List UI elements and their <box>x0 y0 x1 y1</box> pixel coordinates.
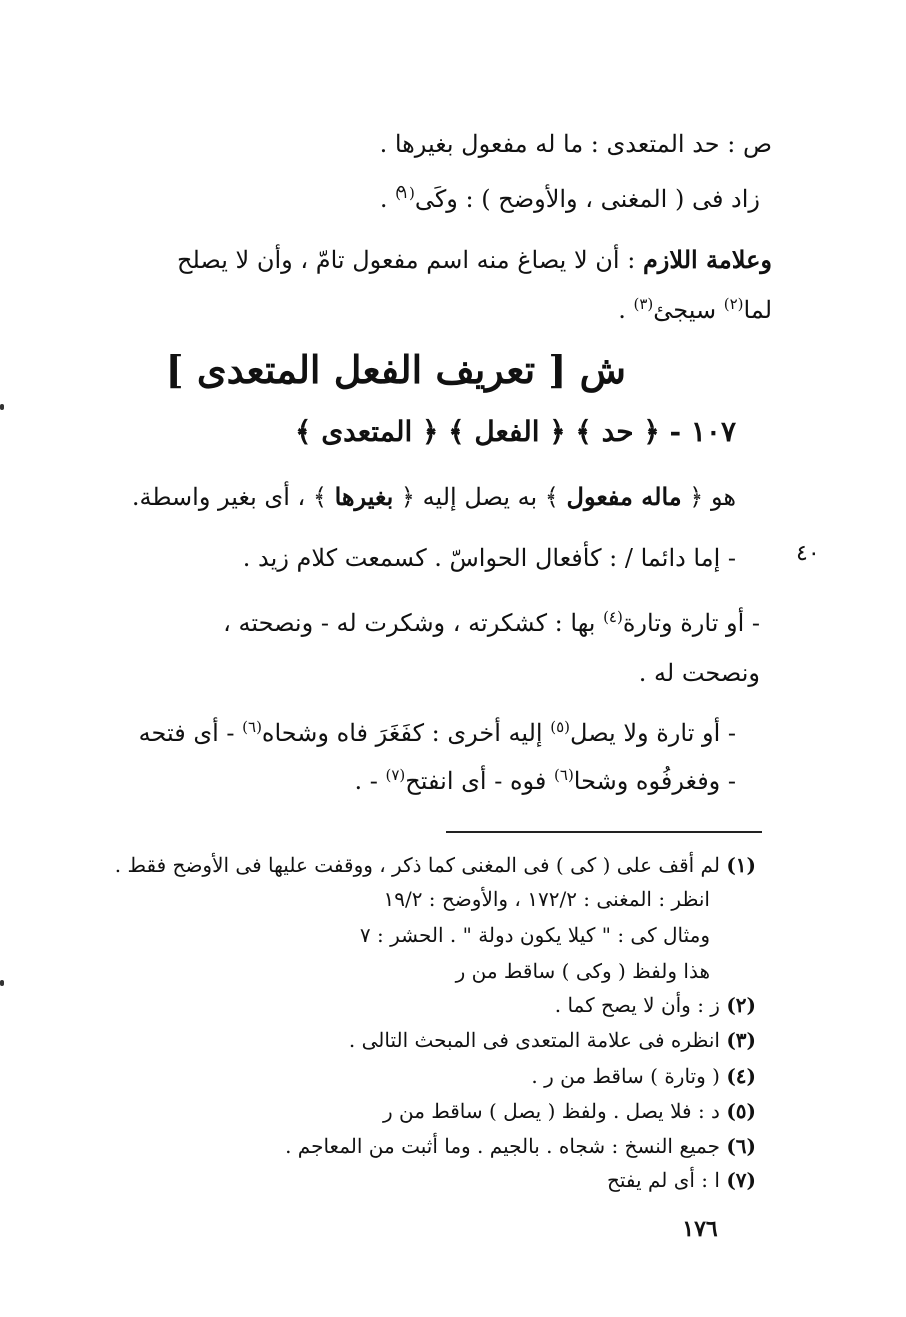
footnote-separator <box>446 831 762 833</box>
footnote-1 <box>115 851 756 879</box>
footnote-text: ومثال كى : " كيلا يكون دولة " . الحشر : ٧ <box>359 923 710 947</box>
footnote-6 <box>285 1132 756 1160</box>
scan-speck <box>0 404 4 410</box>
matn-line-2 <box>380 182 760 216</box>
matn-text: - أو تارة ولا يصل <box>570 719 736 747</box>
margin-folio-number <box>796 541 820 566</box>
ornament: ﴾ ﴿ <box>539 415 602 448</box>
footnote-ref: (٢) <box>723 295 744 313</box>
footnote-text: ز : وأن لا يصح كما . <box>554 993 727 1017</box>
ornament: ﴿ <box>633 415 670 448</box>
footnote-number: (٣) <box>726 1028 756 1052</box>
matn-text: ْ . <box>379 185 396 213</box>
footnote-ref: (١) <box>395 184 415 202</box>
footnote-number: (٦) <box>726 1134 756 1158</box>
matn-text: ونصحت له . <box>638 659 760 687</box>
section-number: ١٠٧ - <box>669 415 736 448</box>
matn-text: فوه - أى انفتح <box>405 767 555 795</box>
matn-line-4 <box>618 293 772 327</box>
footnote-text: ( وتارة ) ساقط من ر . <box>531 1064 727 1088</box>
footnote-text: جميع النسخ : شجاه . بالجيم . وما أثبت من المعاجم . <box>285 1134 727 1158</box>
ornament: ﴾ <box>295 415 322 448</box>
matn-text: بها : كشكرته ، وشكرت له - ونصحته ، <box>223 609 604 637</box>
matn-text: ص : حد المتعدى : ما له مفعول بغيرها . <box>379 130 772 158</box>
lazim-label: وعلامة اللازم <box>642 245 772 274</box>
matn-text: زاد فى ( المغنى ، والأوضح ) : وكَى <box>414 185 760 213</box>
footnote-2 <box>555 991 756 1019</box>
page-number <box>660 1216 740 1242</box>
matn-text: : أن لا يصاغ منه اسم مفعول تامّ ، وأن لا يصلح <box>176 246 643 274</box>
heading-word: المتعدى <box>321 415 413 448</box>
footnote-5 <box>383 1097 756 1125</box>
footnote-ref: (٧) <box>385 766 406 784</box>
footnote-text: انظره فى علامة المتعدى فى المبحث التالى . <box>348 1028 727 1052</box>
matn-text: إليه أخرى : كفَغَرَ فاه وشحاه <box>261 719 551 747</box>
matn-text: - وفغرفُوه وشحا <box>573 767 736 795</box>
matn-text: سيجئ <box>653 296 724 324</box>
commentary-line-3 <box>639 656 760 690</box>
footnote-ref: (٦) <box>554 766 574 784</box>
definition-line <box>132 480 736 514</box>
heading-text: ش [ تعريف الفعل المتعدى ] <box>165 347 626 392</box>
matn-text: . <box>618 296 634 324</box>
footnote-number: (٢) <box>726 993 756 1017</box>
bold-term: بغيرها <box>334 482 394 511</box>
footnote-ref: (٤) <box>603 608 623 626</box>
matn-text: ﴾ ، أى بغير واسطة. <box>131 483 335 511</box>
footnote-text: لم أقف على ( كى ) فى المغنى كما ذكر ، ووقفت عليها فى الأوضح فقط . <box>114 853 727 877</box>
footnote-number: (٥) <box>726 1099 756 1123</box>
footnote-text: د : فلا يصل . ولفظ ( يصل ) ساقط من ر <box>382 1099 727 1123</box>
matn-text: لما <box>743 296 772 324</box>
matn-text: - أو تارة وتارة <box>622 609 760 637</box>
bold-term: ماله مفعول <box>566 482 682 511</box>
scan-speck <box>0 980 4 986</box>
footnote-number: (١) <box>726 853 756 877</box>
footnote-number: (٧) <box>726 1168 756 1192</box>
commentary-line-1 <box>243 541 736 575</box>
footnote-number: (٤) <box>726 1064 756 1088</box>
matn-line-1 <box>380 127 772 161</box>
matn-line-3 <box>177 243 772 277</box>
matn-text: هو ﴿ <box>681 483 736 511</box>
numbered-heading <box>295 413 736 451</box>
commentary-line-4 <box>139 716 736 750</box>
footnote-4 <box>531 1062 756 1090</box>
margin-number-text: ٤٠ <box>796 541 820 566</box>
commentary-line-5 <box>354 764 736 798</box>
footnote-text: هذا ولفظ ( وكى ) ساقط من ر <box>455 959 710 983</box>
footnote-text: انظر : المغنى : ١٧٢/٢ ، والأوضح : ١٩/٢ <box>383 887 710 911</box>
commentary-line-2 <box>223 606 760 640</box>
footnote-ref: (٦) <box>242 718 262 736</box>
ornament: ﴾ ﴿ <box>412 415 475 448</box>
heading-word: الفعل <box>474 415 540 448</box>
footnote-1-cont-2 <box>360 921 710 949</box>
footnote-ref: (٥) <box>550 718 571 736</box>
footnote-ref: (٣) <box>633 295 654 313</box>
matn-text: - . <box>354 767 386 795</box>
footnote-text: ا : أى لم يفتح <box>606 1168 727 1192</box>
matn-text: - أى فتحه <box>138 719 243 747</box>
page-number-text: ١٧٦ <box>682 1216 718 1242</box>
section-heading <box>166 346 626 394</box>
heading-word: حد <box>601 415 634 448</box>
footnote-7 <box>607 1166 756 1194</box>
matn-text: - إما دائما / : كأفعال الحواسّ . كسمعت كلام زيد . <box>242 544 736 572</box>
footnote-1-cont-3 <box>456 957 710 985</box>
footnote-3 <box>349 1026 756 1054</box>
footnote-1-cont-1 <box>383 885 710 913</box>
matn-text: ﴾ به يصل إليه ﴿ <box>393 483 567 511</box>
